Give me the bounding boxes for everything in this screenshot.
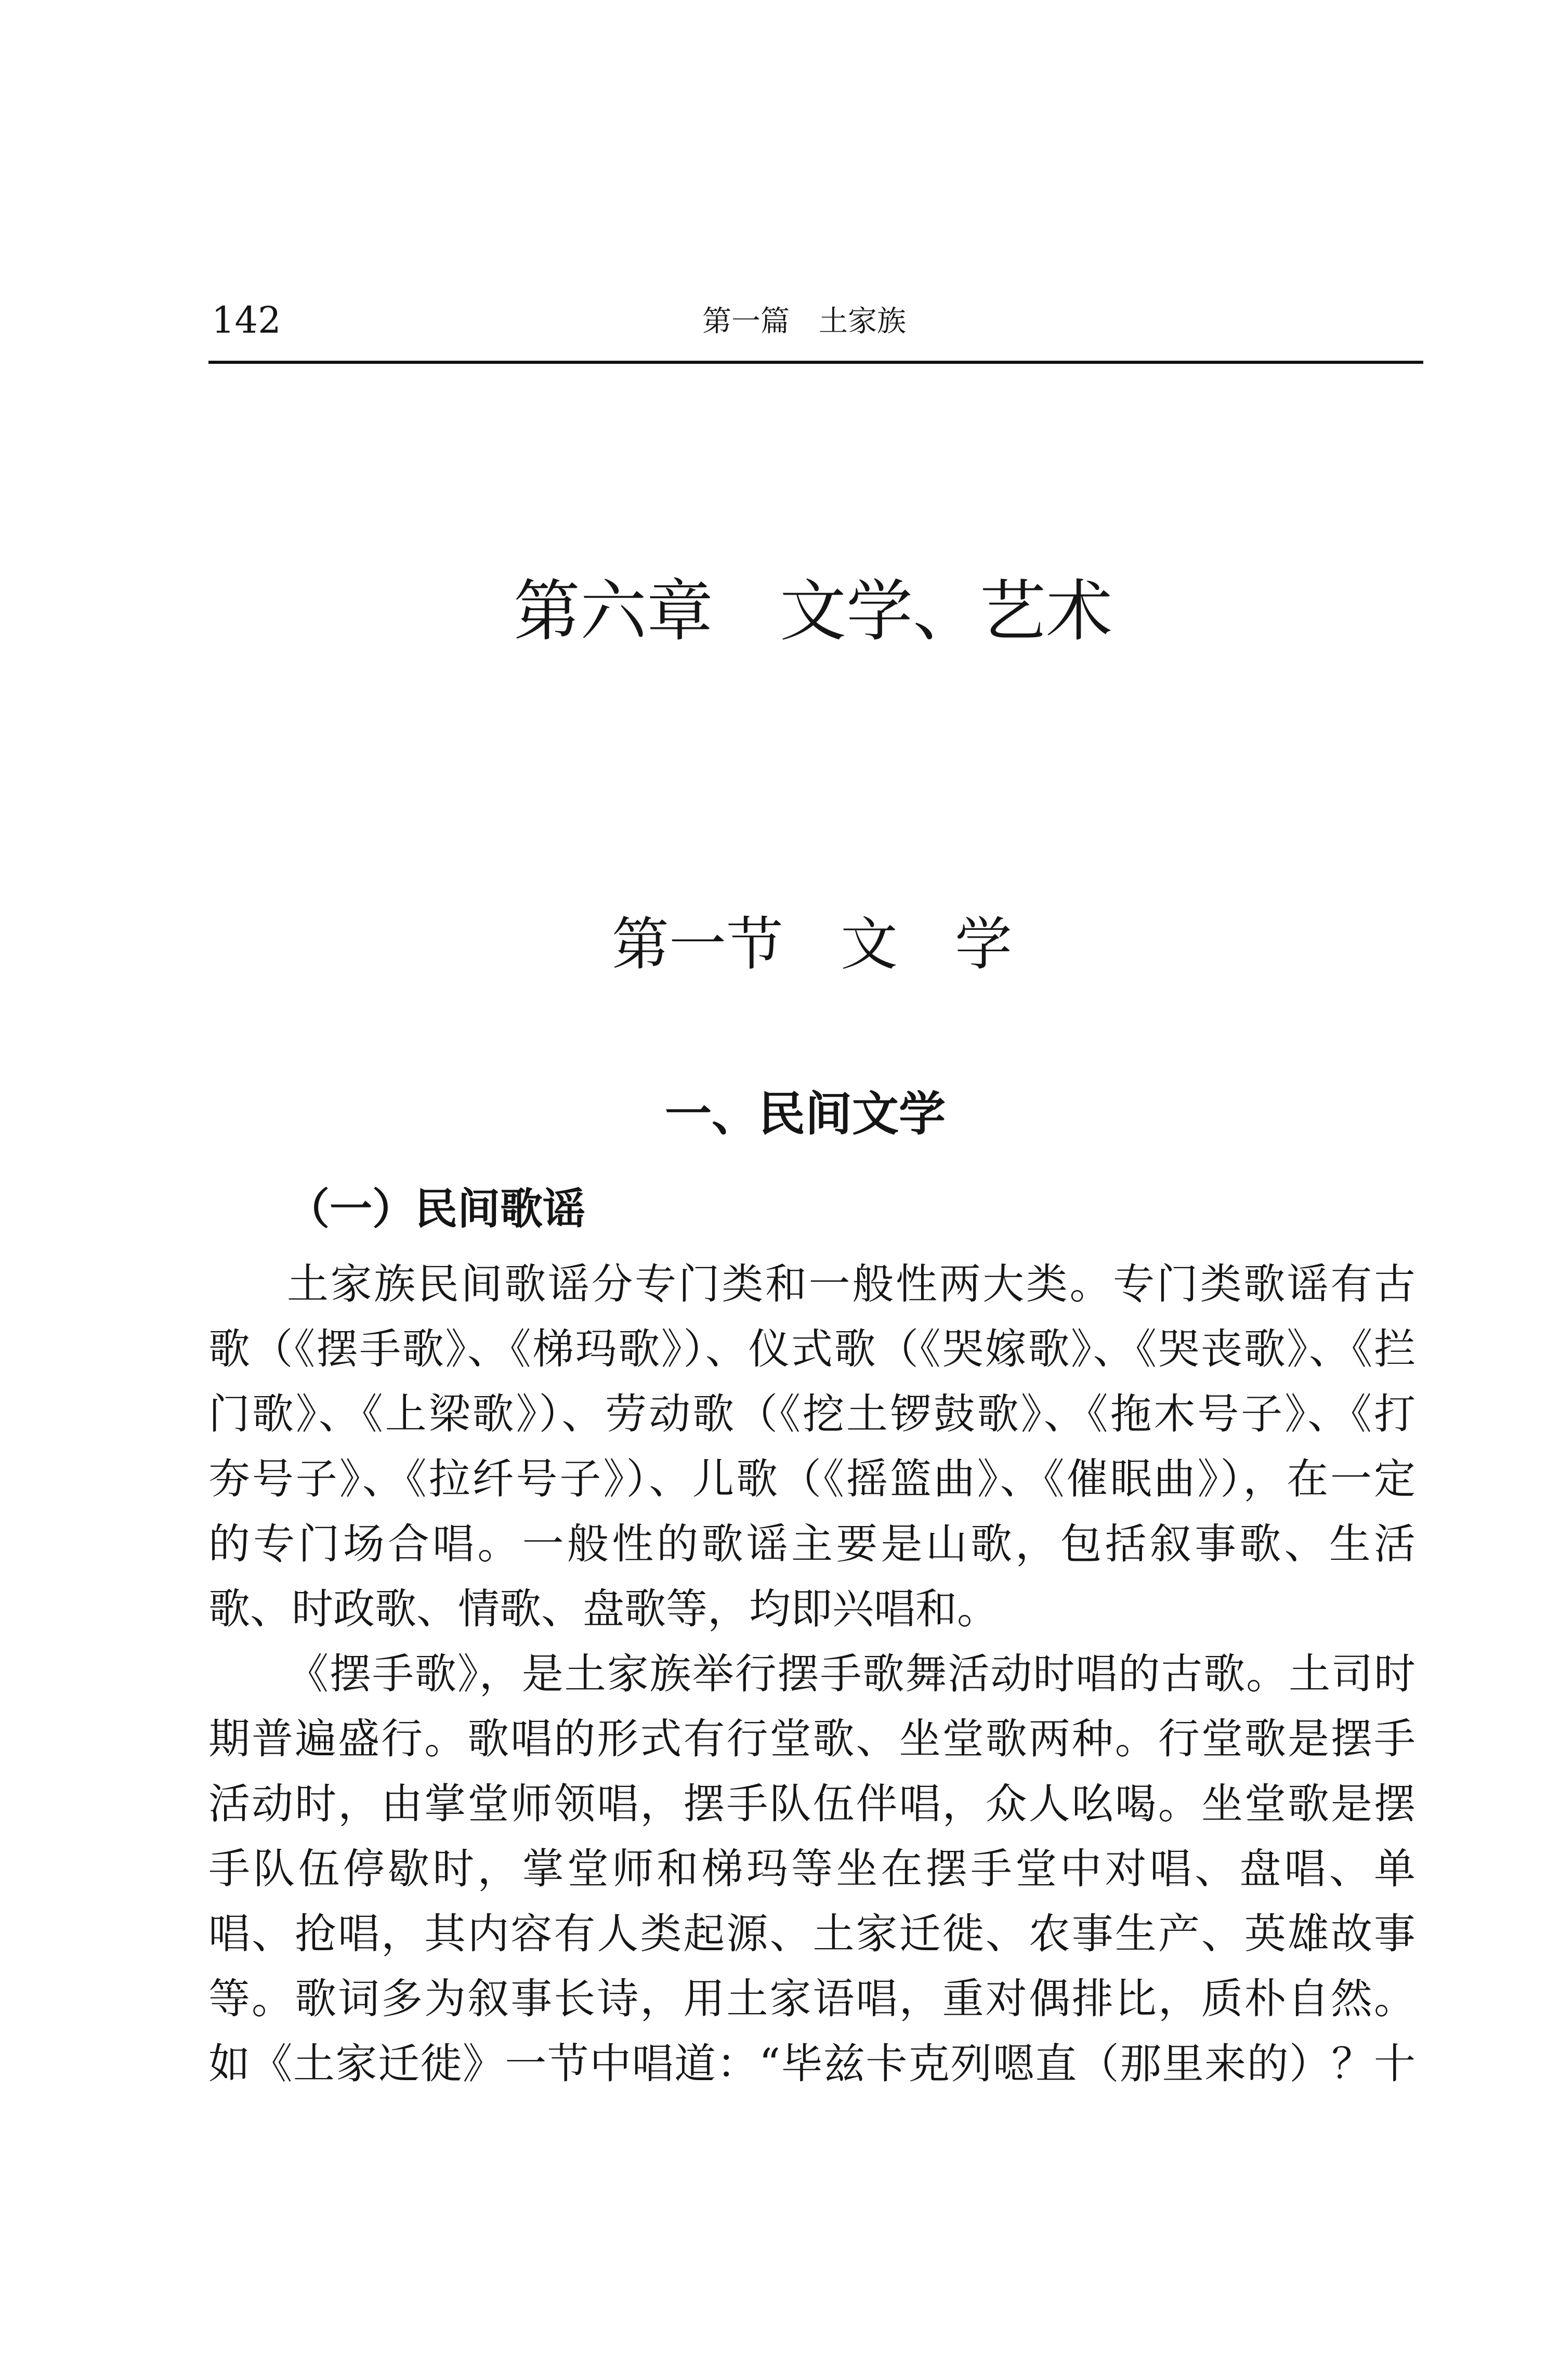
body-line: 土家族民间歌谣分专门类和一般性两大类。专门类歌谣有古 [287,1260,1418,1308]
body-line: 夯号子》、《拉纤号子》）、儿歌（《摇篮曲》、《催眠曲》），在一定 [208,1455,1418,1503]
body-line: 门歌》、《上梁歌》）、劳动歌（《挖土锣鼓歌》、《拖木号子》、《打 [208,1390,1418,1438]
body-line: 的专门场合唱。一般性的歌谣主要是山歌，包括叙事歌、生活 [208,1520,1419,1568]
chapter-title: 第六章 文学、艺术 [514,573,1113,650]
body-line: 如《土家迁徙》一节中唱道：“毕兹卡克列嗯直（那里来的）？十 [208,2040,1417,2088]
subsection-title: 一、民间文学 [665,1087,946,1141]
body-line: 唱、抢唱，其内容有人类起源、土家迁徙、农事生产、英雄故事 [208,1910,1418,1958]
section-title: 第一节 文 学 [612,911,1012,978]
paragraph [208,1252,1419,1641]
body-line: 《摆手歌》，是土家族举行摆手歌舞活动时唱的古歌。土司时 [287,1650,1417,1698]
body-line: 歌、时政歌、情歌、盘歌等，均即兴唱和。 [208,1585,999,1633]
body-line: 活动时，由掌堂师领唱，摆手队伍伴唱，众人吆喝。坐堂歌是摆 [208,1780,1418,1828]
body-line: 手队伍停歇时，掌堂师和梯玛等坐在摆手堂中对唱、盘唱、单 [208,1845,1419,1893]
running-title: 第一篇 土家族 [702,305,906,338]
body-line: 歌（《摆手歌》、《梯玛歌》）、仪式歌（《哭嫁歌》、《哭丧歌》、《拦 [208,1325,1417,1373]
body-line: 期普遍盛行。歌唱的形式有行堂歌、坐堂歌两种。行堂歌是摆手 [208,1715,1418,1763]
page-number: 142 [212,299,281,341]
paragraph [208,1641,1419,2096]
header-rule [208,361,1423,364]
body-text [208,1252,1419,2096]
subsubsection-title: （一）民间歌谣 [287,1185,586,1234]
body-line: 等。歌词多为叙事长诗，用土家语唱，重对偶排比，质朴自然。 [208,1975,1418,2023]
